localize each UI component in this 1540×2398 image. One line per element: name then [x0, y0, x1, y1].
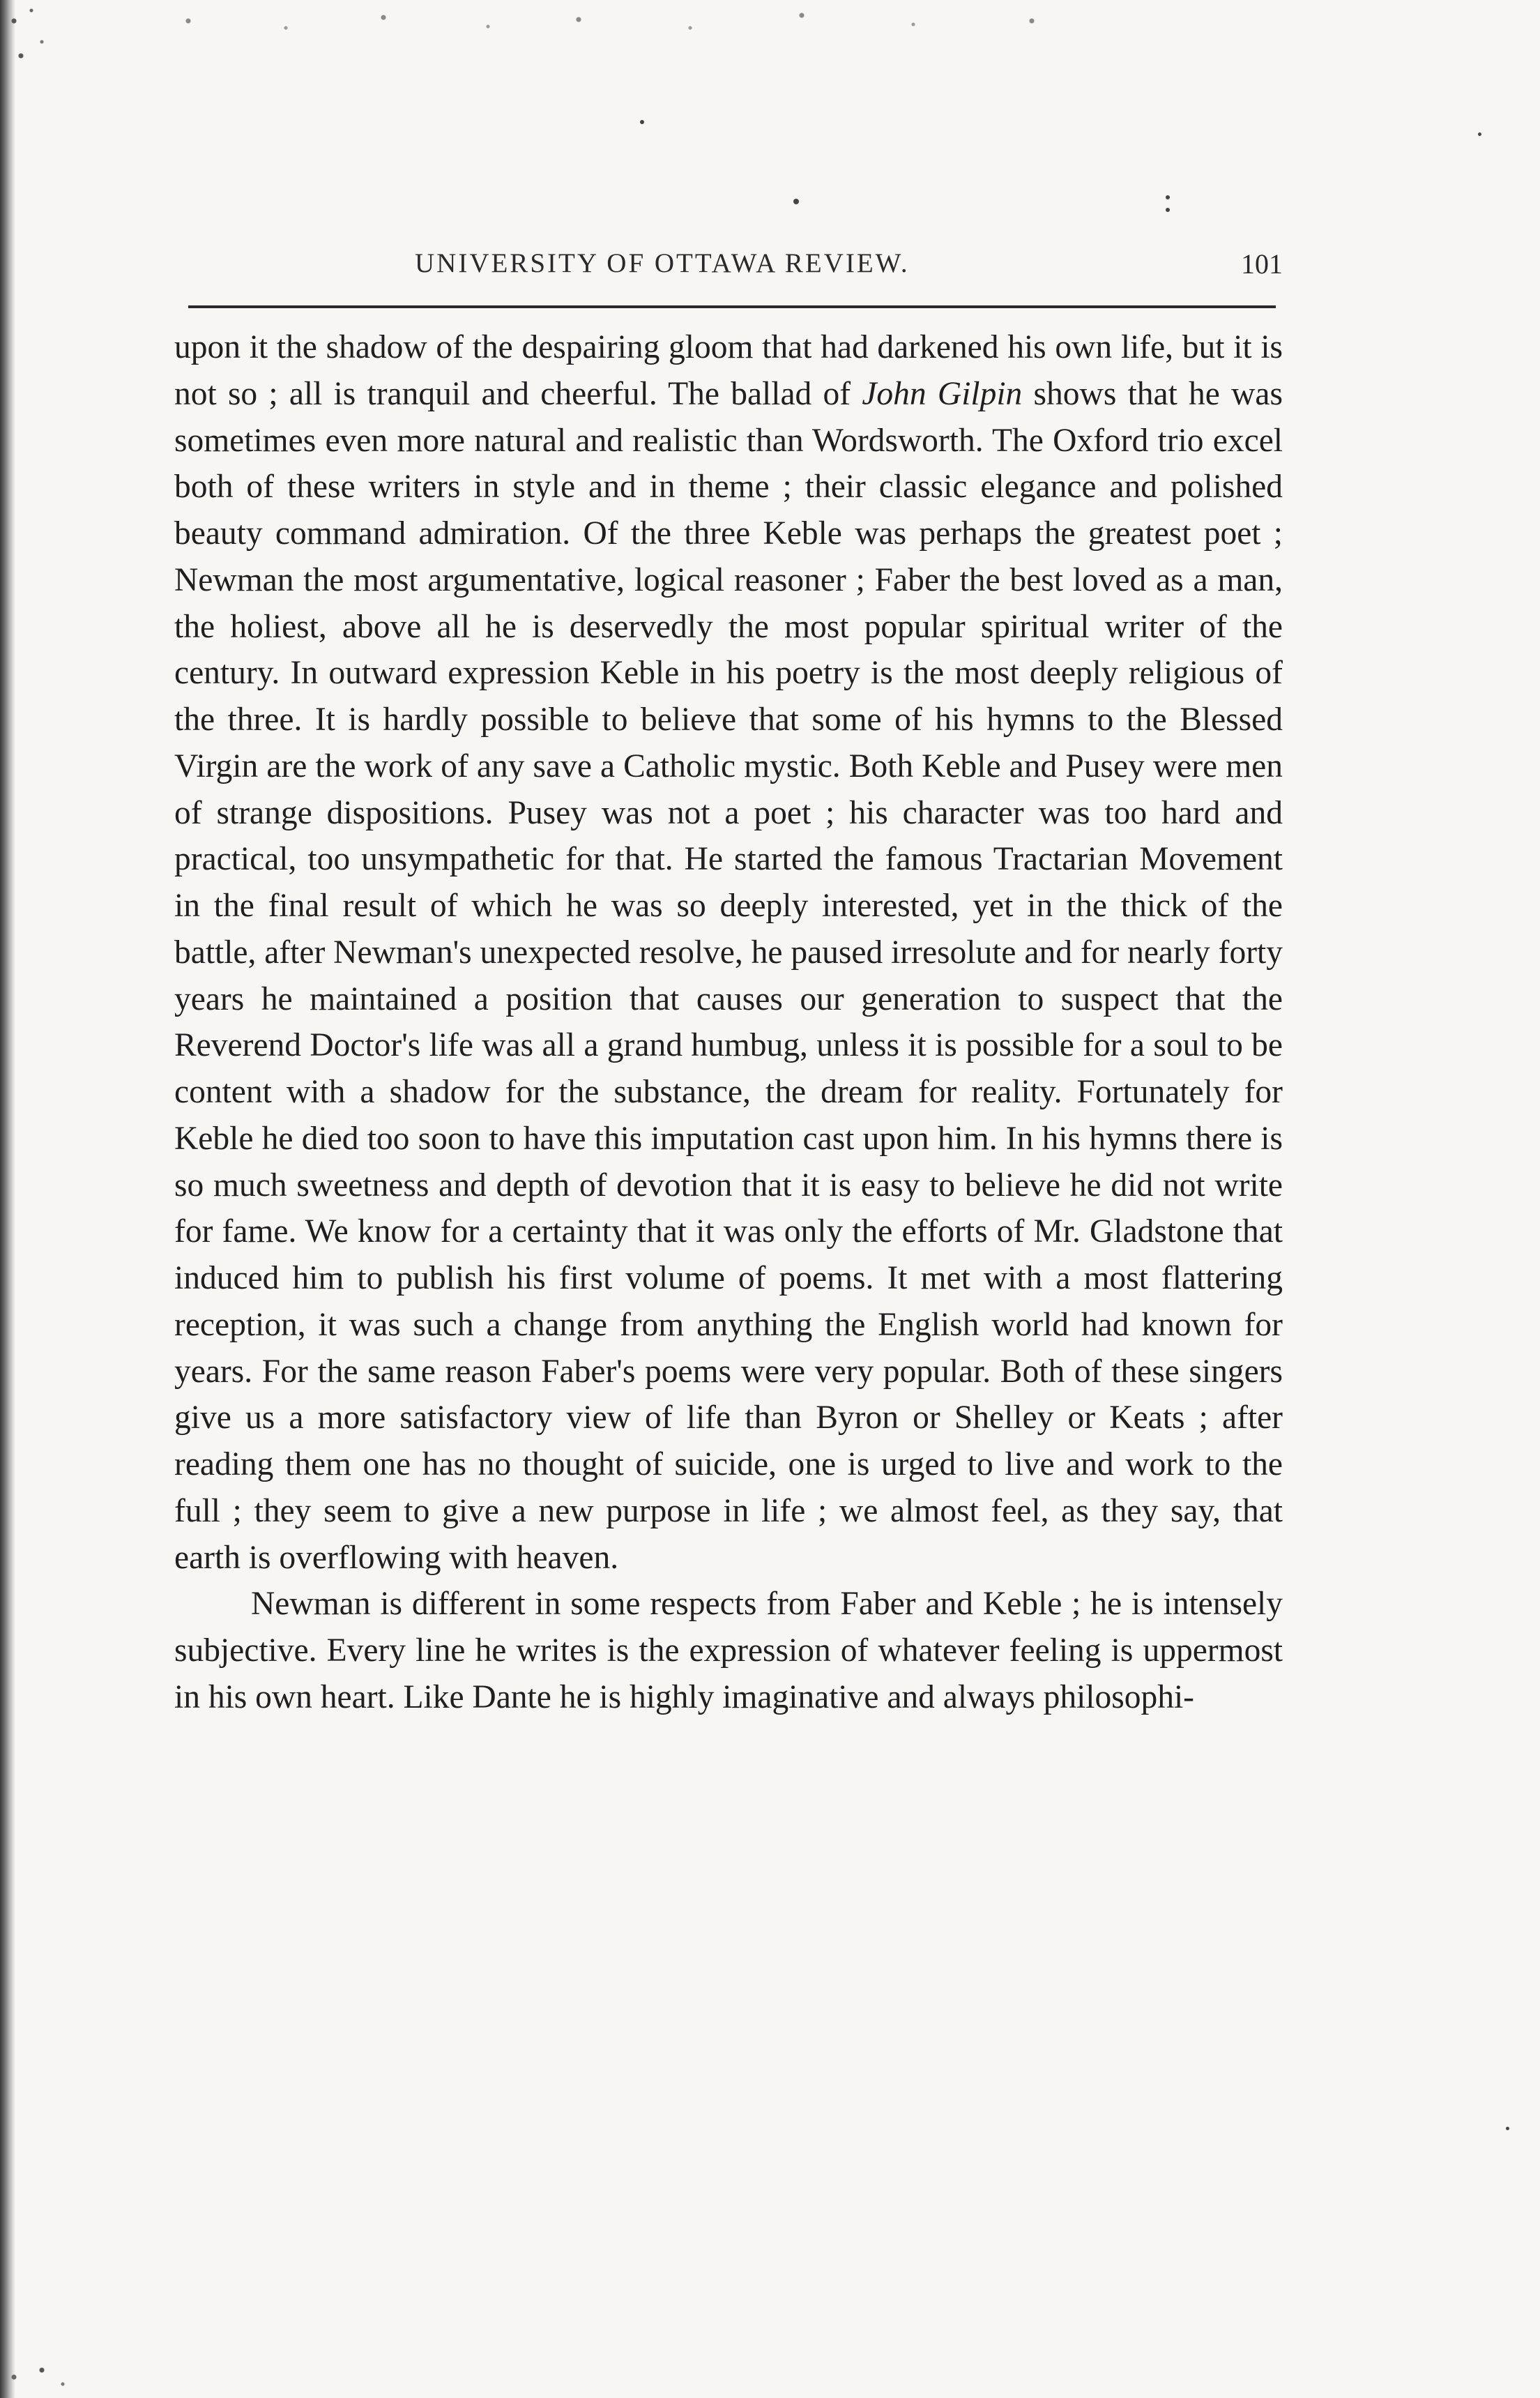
scan-left-edge — [0, 0, 15, 2398]
stray-mark — [1506, 2127, 1509, 2130]
paragraph-1-start: upon it the shadow of the despairing gloom that had darkened his own life, but it is not so ; all is tranquil and cheerful. The ballad of — [174, 329, 1283, 412]
paragraph-1-rest: shows that he was sometimes even more natural and realistic than Wordsworth. The Oxford trio excel both of these writers in style and in theme ; their classic elegance and polished beauty command admiration. Of the three Keble was perhaps the greatest poet ; Newman the most argumentative, logical reasoner ; Faber the best loved as a man, the holiest, above all he is deservedly the most popular spiritual writer of the century. In outward expression Keble in his poetry is the most deeply religious of the three. It is hardly possible to believe that some of his hymns to the Blessed Virgin are the work of any save a Catholic mystic. Both Keble and Pusey were men of strange dispositions. Pusey was not a poet ; his character was too hard and practical, too unsympathetic for that. He started the famous Tractarian Movement in the final result of which he was so deeply interested, yet in the thick of the battle, after Newman's unexpected resolve, he paused irresolute and for nearly forty years he maintained a position that causes our generation to suspect that the Reverend Doctor's life was all a grand humbug, unless it is possible for a soul to be content with a shadow for the substance, the dream for reality. Fortunately for Keble he died too soon to have this imputation cast upon him. In his hymns there is so much sweetness and depth of devotion that it is easy to believe he did not write for fame. We know for a certainty that it was only the efforts of Mr. Gladstone that induced him to publish his first volume of poems. It met with a most flattering reception, it was such a change from anything the English world had known for years. For the same reason Faber's poems were very popular. Both of these singers give us a more satisfactory view of life than Byron or Shelley or Keats ; after reading them one has no thought of suicide, one is urged to live and work to the full ; they seem to give a new purpose in life ; we almost feel, as they say, that earth is overflowing with heaven. — [174, 375, 1283, 1576]
journal-title: UNIVERSITY OF OTTAWA REVIEW. — [415, 248, 910, 278]
page-number: 101 — [1241, 248, 1283, 280]
paragraph-2: Newman is different in some respects from Faber and Keble ; he is intensely subjective. Every line he writes is the expression of whatever feeling is uppermost in his own heart. Like Dante he is highly imaginative and always philosophi- — [174, 1586, 1283, 1715]
stray-mark — [1166, 208, 1170, 212]
scan-speckle-top-left — [0, 0, 56, 77]
stray-mark — [1166, 195, 1170, 199]
poem-title-italic: John Gilpin — [862, 375, 1023, 412]
scan-speckle-bottom-left — [0, 2356, 84, 2398]
stray-mark — [793, 199, 799, 204]
article-body — [174, 324, 1283, 1721]
header-rule — [188, 305, 1276, 308]
stray-mark — [1478, 132, 1481, 136]
scan-noise-top — [160, 7, 1067, 42]
stray-mark — [640, 120, 644, 124]
paragraph-1 — [174, 324, 1283, 1581]
running-head — [174, 248, 1283, 289]
